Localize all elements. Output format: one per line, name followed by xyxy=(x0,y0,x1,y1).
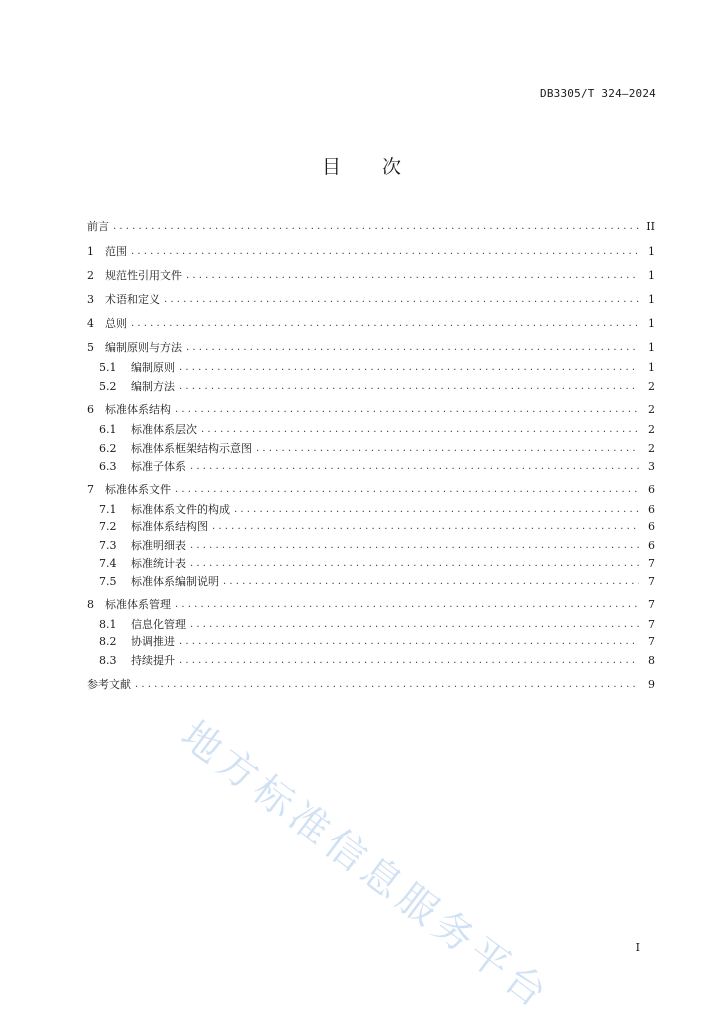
toc-entry-number: 8 xyxy=(87,597,94,611)
toc-entry[interactable] xyxy=(99,421,655,437)
toc-entry-page: 7 xyxy=(648,597,655,611)
toc-entry-page: 1 xyxy=(648,360,655,374)
toc-entry-number: 2 xyxy=(87,268,94,282)
toc-entry-label: 标准体系框架结构示意图 xyxy=(131,442,252,455)
toc-entry[interactable] xyxy=(99,440,655,456)
toc-entry-label: 范围 xyxy=(105,245,127,258)
toc-entry-label: 标准体系层次 xyxy=(131,423,197,436)
toc-entry[interactable] xyxy=(99,573,655,589)
toc-leader-dots xyxy=(179,655,639,666)
toc-entry[interactable] xyxy=(87,218,655,234)
toc-entry-label: 标准子体系 xyxy=(131,460,186,473)
toc-entry[interactable] xyxy=(99,633,655,649)
toc-entry-label: 标准体系结构 xyxy=(105,403,171,416)
toc-entry-label: 信息化管理 xyxy=(131,618,186,631)
toc-entry-number: 6.1 xyxy=(99,422,117,436)
toc-entry[interactable] xyxy=(99,555,655,571)
toc-entry[interactable] xyxy=(99,378,655,394)
toc-entry-page: 7 xyxy=(648,617,655,631)
toc-leader-dots xyxy=(175,484,639,495)
toc-entry[interactable] xyxy=(87,676,655,692)
toc-entry-number: 5.2 xyxy=(99,379,117,393)
toc-entry[interactable] xyxy=(99,652,655,668)
page-title xyxy=(0,152,724,179)
footer-page-number: I xyxy=(635,941,640,954)
toc-leader-dots xyxy=(186,342,639,353)
toc-entry[interactable] xyxy=(87,481,655,497)
toc-leader-dots xyxy=(223,576,639,587)
toc-entry-page: 1 xyxy=(648,268,655,282)
toc-entry-page: 2 xyxy=(648,441,655,455)
title-char-1: 目 xyxy=(321,156,342,178)
toc-entry[interactable] xyxy=(87,339,655,355)
toc-leader-dots xyxy=(179,381,639,392)
toc-entry-label: 标准体系管理 xyxy=(105,598,171,611)
toc-entry-page: 7 xyxy=(648,574,655,588)
toc-entry-page: 1 xyxy=(648,316,655,330)
toc-leader-dots xyxy=(135,679,639,690)
toc-entry[interactable] xyxy=(99,501,655,517)
toc-entry-number: 8.3 xyxy=(99,653,117,667)
toc-entry-number: 5 xyxy=(87,340,94,354)
toc-entry-page: II xyxy=(646,219,655,233)
toc-entry-label: 参考文献 xyxy=(87,678,131,691)
toc-entry[interactable] xyxy=(87,315,655,331)
toc-leader-dots xyxy=(113,221,639,232)
toc-entry[interactable] xyxy=(99,359,655,375)
toc-entry-number: 1 xyxy=(87,244,94,258)
toc-entry-label: 编制方法 xyxy=(131,380,175,393)
toc-leader-dots xyxy=(175,404,639,415)
toc-entry[interactable] xyxy=(87,291,655,307)
toc-entry-page: 6 xyxy=(648,502,655,516)
toc-entry-label: 标准统计表 xyxy=(131,557,186,570)
toc-entry-number: 3 xyxy=(87,292,94,306)
toc-entry-number: 6.3 xyxy=(99,459,117,473)
toc-entry[interactable] xyxy=(99,537,655,553)
toc-leader-dots xyxy=(190,558,639,569)
toc-leader-dots xyxy=(179,362,639,373)
toc-entry-number: 6.2 xyxy=(99,441,117,455)
toc-entry-label: 术语和定义 xyxy=(105,293,160,306)
toc-entry[interactable] xyxy=(99,458,655,474)
toc-leader-dots xyxy=(186,270,639,281)
toc-entry-number: 7.1 xyxy=(99,502,117,516)
toc-entry-page: 8 xyxy=(648,653,655,667)
toc-leader-dots xyxy=(131,318,639,329)
toc-entry-number: 4 xyxy=(87,316,94,330)
toc-entry-number: 7.4 xyxy=(99,556,117,570)
toc-entry[interactable] xyxy=(87,243,655,259)
toc-entry-number: 7.2 xyxy=(99,519,117,533)
toc-entry-number: 7 xyxy=(87,482,94,496)
toc-entry-number: 7.3 xyxy=(99,538,117,552)
toc-entry-page: 1 xyxy=(648,340,655,354)
toc-entry-label: 标准体系文件 xyxy=(105,483,171,496)
toc-entry[interactable] xyxy=(87,401,655,417)
toc-entry-number: 8.1 xyxy=(99,617,117,631)
toc-entry[interactable] xyxy=(99,518,655,534)
toc-entry-page: 6 xyxy=(648,482,655,496)
toc-entry-label: 编制原则与方法 xyxy=(105,341,182,354)
toc-leader-dots xyxy=(164,294,639,305)
toc-entry-page: 2 xyxy=(648,402,655,416)
toc-entry[interactable] xyxy=(99,616,655,632)
toc-entry-page: 2 xyxy=(648,379,655,393)
toc-entry-label: 标准体系结构图 xyxy=(131,520,208,533)
watermark: 地方标准信息服务平台 xyxy=(172,712,559,1020)
toc-leader-dots xyxy=(201,424,639,435)
toc-entry-number: 6 xyxy=(87,402,94,416)
toc-entry[interactable] xyxy=(87,267,655,283)
toc-entry-label: 标准体系文件的构成 xyxy=(131,503,230,516)
toc-entry-label: 持续提升 xyxy=(131,654,175,667)
toc-entry-number: 8.2 xyxy=(99,634,117,648)
toc-entry-number: 7.5 xyxy=(99,574,117,588)
toc-entry[interactable] xyxy=(87,596,655,612)
toc-entry-page: 7 xyxy=(648,634,655,648)
toc-entry-page: 1 xyxy=(648,244,655,258)
title-char-2: 次 xyxy=(382,156,403,178)
toc-leader-dots xyxy=(234,504,639,515)
toc-entry-number: 5.1 xyxy=(99,360,117,374)
toc-entry-page: 3 xyxy=(648,459,655,473)
toc-leader-dots xyxy=(212,521,639,532)
toc-leader-dots xyxy=(256,443,639,454)
toc-entry-page: 9 xyxy=(648,677,655,691)
toc-entry-label: 总则 xyxy=(105,317,127,330)
toc-leader-dots xyxy=(179,636,639,647)
toc-entry-label: 编制原则 xyxy=(131,361,175,374)
toc-entry-label: 前言 xyxy=(87,220,109,233)
toc-entry-label: 规范性引用文件 xyxy=(105,269,182,282)
toc-leader-dots xyxy=(190,540,639,551)
toc-leader-dots xyxy=(190,619,639,630)
toc-entry-label: 标准体系编制说明 xyxy=(131,575,219,588)
toc-entry-page: 2 xyxy=(648,422,655,436)
toc-entry-page: 6 xyxy=(648,519,655,533)
document-code: DB3305/T 324—2024 xyxy=(540,87,656,100)
toc-entry-page: 7 xyxy=(648,556,655,570)
toc-leader-dots xyxy=(190,461,639,472)
toc-entry-page: 6 xyxy=(648,538,655,552)
toc-leader-dots xyxy=(175,599,639,610)
toc-entry-page: 1 xyxy=(648,292,655,306)
toc-leader-dots xyxy=(131,246,639,257)
toc-entry-label: 标准明细表 xyxy=(131,539,186,552)
toc-entry-label: 协调推进 xyxy=(131,635,175,648)
